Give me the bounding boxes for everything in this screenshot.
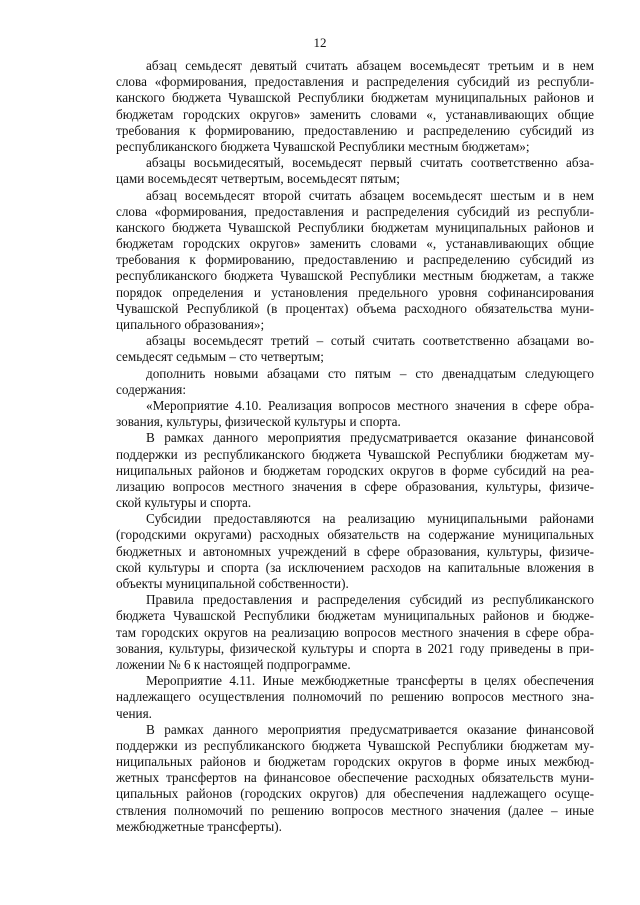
- paragraph-line: В рамках данного мероприятия предусматривается оказание финансовой: [146, 430, 594, 446]
- paragraph-line: абзац семьдесят девятый считать абзацем восемьдесят третьим и в нем: [146, 58, 594, 73]
- paragraph: [116, 673, 594, 722]
- paragraph-line: (городскими округами) расходных обязательств на содержание муниципальных: [116, 527, 594, 543]
- paragraph-line: бюджетам городских округов» заменить словами «, устанавливающих общие: [116, 236, 594, 252]
- paragraph-line: ствления полномочий по решению вопросов местного значения (далее – иные: [116, 802, 594, 818]
- paragraph-line: ниципальных районов и бюджетам городских округов в форме иных межбюд-: [116, 754, 594, 770]
- paragraph: [116, 58, 594, 155]
- paragraph-line: абзацы восемьдесят третий – сотый считать соответственно абзацами во-: [146, 333, 594, 349]
- paragraph-line: поддержки из республиканского бюджета Чувашской Республики бюджетам му-: [116, 446, 594, 462]
- paragraph-line: республиканского бюджета Чувашской Республики местным бюджетам, а также: [116, 268, 594, 284]
- paragraph-line: Субсидии предоставляются на реализацию муниципальными районами: [146, 511, 594, 527]
- paragraph-line: В рамках данного мероприятия предусматривается оказание финансовой: [146, 721, 594, 737]
- paragraph-line: абзац восемьдесят второй считать абзацем восемьдесят шестым и в нем: [146, 187, 594, 203]
- paragraph-line: бюджета Чувашской Республики бюджетам муниципальных районов и бюдже-: [116, 608, 594, 624]
- paragraph-line: порядок определения и установления предельного уровня софинансирования: [116, 284, 594, 300]
- paragraph-line: требования к формированию, предоставлению и распределению субсидий из: [116, 252, 594, 268]
- paragraph-line: «Мероприятие 4.10. Реализация вопросов местного значения в сфере обра-: [146, 397, 594, 413]
- paragraph: [116, 398, 594, 430]
- paragraph-line: слова «формирования, предоставления и распределения субсидий из республи-: [116, 74, 594, 90]
- paragraph-line: зования, культуры, физической культуры и спорта.: [116, 414, 401, 430]
- paragraph-line: лизацию вопросов местного значения в сфере образования, культуры, физиче-: [116, 478, 594, 494]
- paragraph-line: абзацы восьмидесятый, восемьдесят первый считать соответственно абза-: [146, 155, 594, 171]
- paragraph-line: Чувашской Республикой (в процентах) объема расходного обязательства муни-: [116, 300, 594, 316]
- paragraph-line: бюджетам городских округов» заменить словами «, устанавливающих общие: [116, 106, 594, 122]
- paragraph: [116, 722, 594, 835]
- paragraph-line: бюджетных и автономных учреждений в сфере образования, культуры, физиче-: [116, 543, 594, 559]
- paragraph-line: слова «формирования, предоставления и распределения субсидий из республи-: [116, 203, 594, 219]
- paragraph-line: ниципальных районов и бюджетам городских округов в форме субсидий на реа-: [116, 462, 594, 478]
- paragraph-line: там городских округов на реализацию вопросов местного значения в сфере обра-: [116, 624, 594, 640]
- paragraph-line: республиканского бюджета Чувашской Республики местным бюджетам»;: [116, 138, 530, 154]
- document-body: [116, 58, 594, 835]
- paragraph-line: ской культуры и спорта.: [116, 495, 252, 511]
- paragraph-line: требования к формированию, предоставлению и распределению субсидий из: [116, 122, 594, 138]
- paragraph: [116, 430, 594, 511]
- paragraph: [116, 188, 594, 334]
- paragraph-line: дополнить новыми абзацами сто пятым – сто двенадцатым следующего: [146, 365, 594, 381]
- paragraph-line: чения.: [116, 705, 152, 721]
- paragraph: [116, 592, 594, 673]
- paragraph-line: ципальных районов (городских округов) для обеспечения надлежащего осуще-: [116, 786, 594, 802]
- paragraph-line: ложении № 6 к настоящей подпрограмме.: [116, 656, 351, 672]
- paragraph-line: Мероприятие 4.11. Иные межбюджетные трансферты в целях обеспечения: [146, 673, 594, 689]
- paragraph-line: цами восемьдесят четвертым, восемьдесят пятым;: [116, 171, 400, 187]
- paragraph: [116, 511, 594, 592]
- paragraph-line: ципального образования»;: [116, 317, 265, 332]
- page-number: 12: [313, 35, 327, 50]
- paragraph-line: жетных трансфертов на финансовое обеспечение расходных обязательств муни-: [116, 770, 594, 786]
- paragraph-line: канского бюджета Чувашской Республики бюджетам муниципальных районов и: [116, 90, 594, 106]
- paragraph-line: ской культуры и спорта (за исключением расходов на капитальные вложения в: [116, 559, 594, 575]
- paragraph: [116, 155, 594, 187]
- paragraph-line: семьдесят седьмым – сто четвертым;: [116, 349, 324, 365]
- paragraph-line: содержания:: [116, 381, 187, 397]
- paragraph-line: надлежащего осуществления полномочий по решению вопросов местного зна-: [116, 689, 594, 705]
- paragraph-line: канского бюджета Чувашской Республики бюджетам муниципальных районов и: [116, 219, 594, 235]
- paragraph-line: Правила предоставления и распределения субсидий из республиканского: [146, 592, 594, 608]
- paragraph-line: зования, культуры, физической культуры и спорта в 2021 году приведены в при-: [116, 640, 594, 656]
- paragraph-line: межбюджетные трансферты).: [116, 818, 282, 834]
- paragraph-line: поддержки из республиканского бюджета Чувашской Республики бюджетам му-: [116, 737, 594, 753]
- paragraph: [116, 366, 594, 398]
- paragraph: [116, 333, 594, 365]
- paragraph-line: объекты муниципальной собственности).: [116, 576, 349, 591]
